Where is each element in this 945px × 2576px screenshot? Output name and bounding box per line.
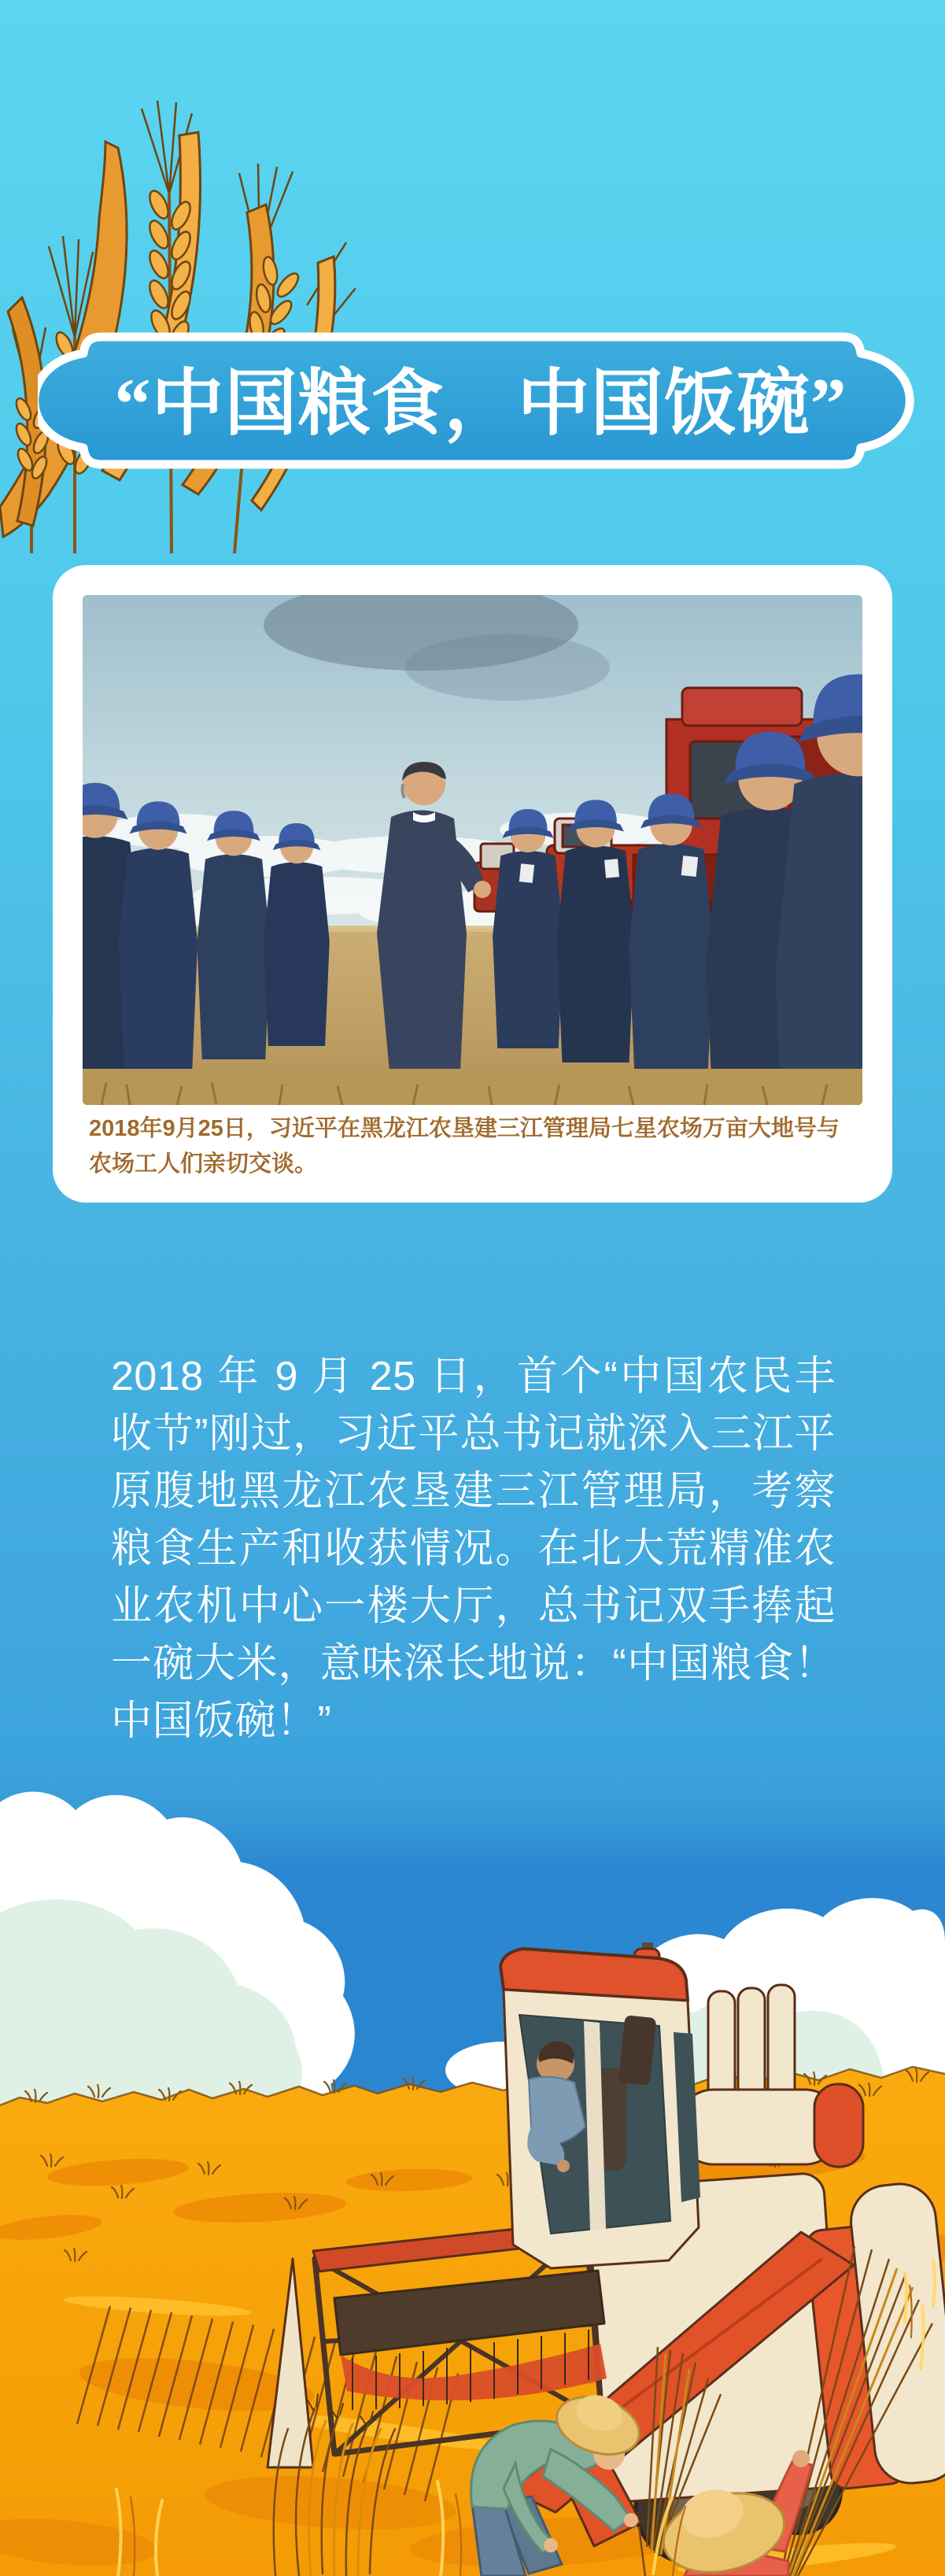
- title-banner: [38, 324, 924, 475]
- article-paragraph: 2018 年 9 月 25 日，首个“中国农民丰收节”刚过，习近平总书记就深入三江平原腹地黑龙江农垦建三江管理局，考察粮食生产和收获情况。在北大荒精准农业农机中心一楼大厅，总书记双手捧起一碗大米，意味深长地说：“中国粮食！中国饭碗！”: [111, 1354, 836, 1744]
- xi-farm-visit-photo: [83, 595, 862, 1105]
- photo-stubble: [83, 1069, 862, 1105]
- photo-caption: 2018年9月25日，习近平在黑龙江农垦建三江管理局七星农场万亩大地号与农场工人们亲切交谈。: [89, 1116, 840, 1177]
- page-title: “中国粮食，中国饭碗”: [114, 364, 847, 444]
- photo: [83, 595, 862, 1105]
- photo-card: [53, 565, 892, 1203]
- harvest-illustration: [0, 1755, 945, 2576]
- cab: [500, 1942, 700, 2268]
